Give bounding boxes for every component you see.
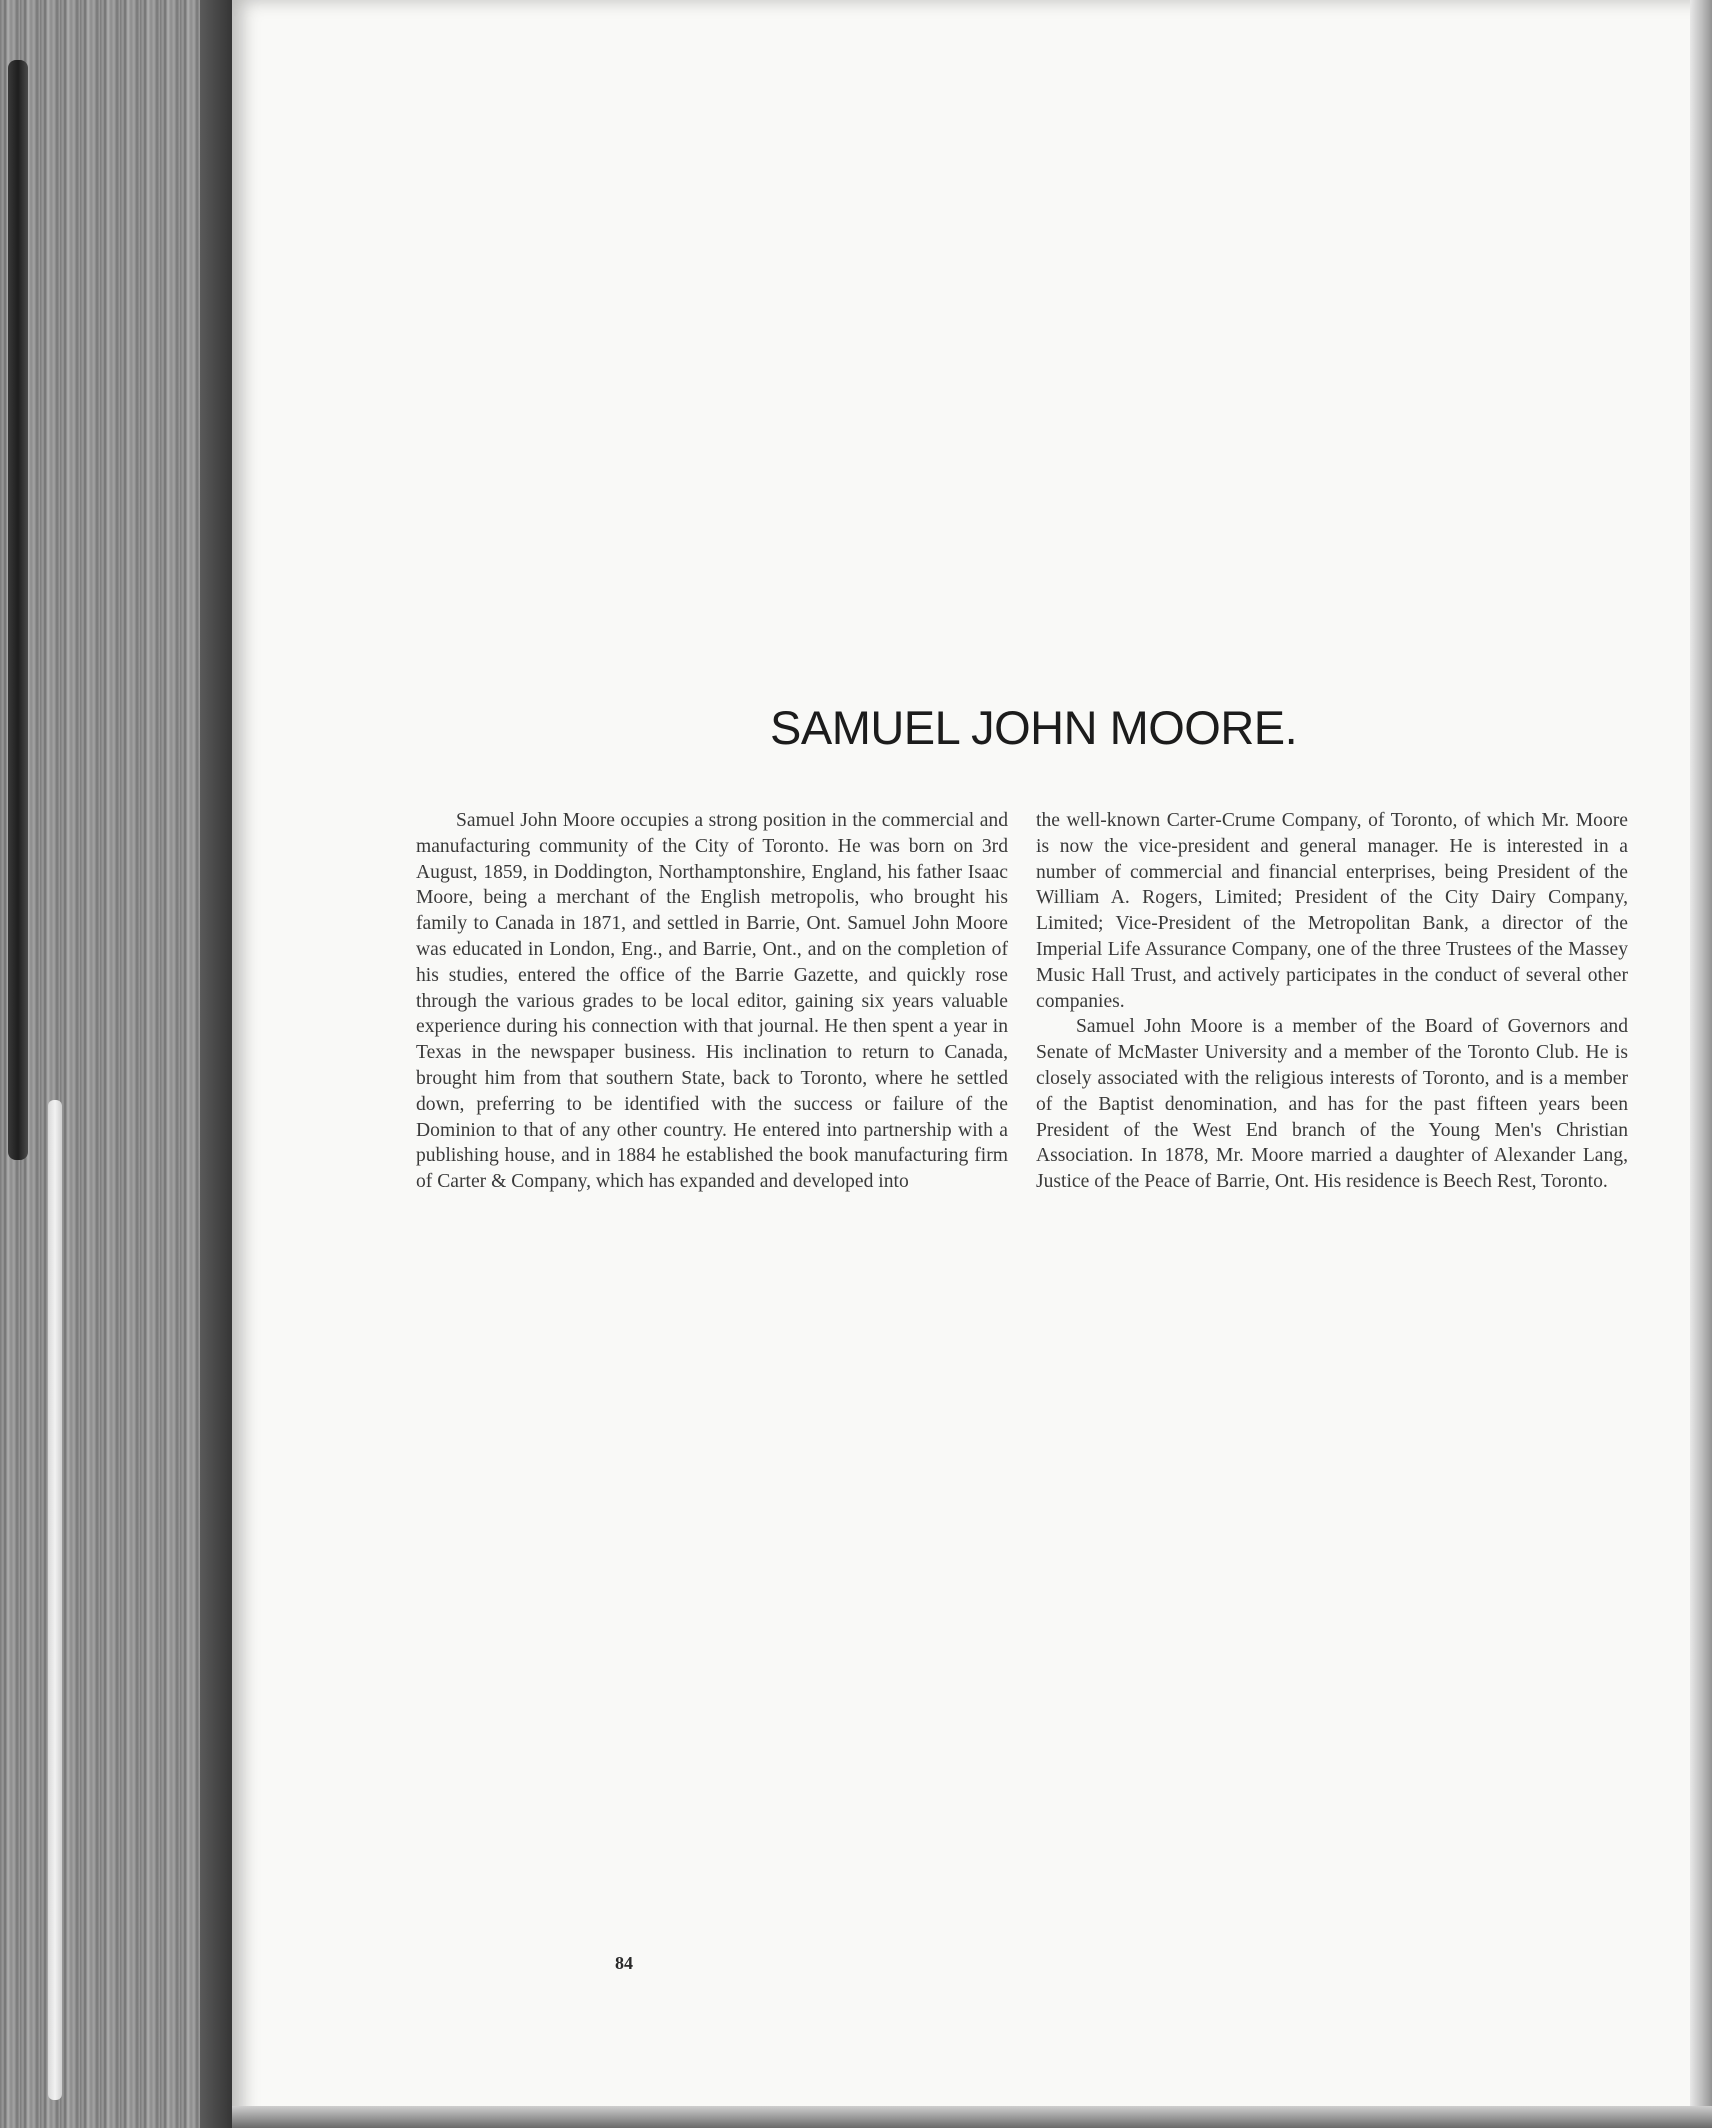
text-column-left (416, 808, 1008, 1195)
binding-light-strip (48, 1100, 62, 2100)
page-title: SAMUEL JOHN MOORE. (770, 701, 1298, 754)
biography-paragraph-continued: the well-known Carter-Crume Company, of Toronto, of which Mr. Moore is now the vice-president and general manager. He is interested in a number of commercial and financial enterprises, being President of the William A. Rogers, Limited; President of the City Dairy Company, Limited; Vice-President of the Metropolitan Bank, a director of the Imperial Life Assurance Company, one of the three Trustees of the Massey Music Hall Trust, and actively participates in the conduct of several other companies. (1036, 810, 1628, 1012)
page-number: 84 (615, 1953, 633, 1973)
biography-paragraph: Samuel John Moore is a member of the Board of Governors and Senate of McMaster University and a member of the Toronto Club. He is closely associated with the religious interests of Toronto, and is a member of the Baptist denomination, and has for the past fifteen years been President of the West End branch of the Young Men's Christian Association. In 1878, Mr. Moore married a daughter of Alexander Lang, Justice of the Peace of Barrie, Ont. His residence is Beech Rest, Toronto. (1036, 1016, 1628, 1193)
page-bottom-edge (232, 2106, 1712, 2128)
page-right-edge (1690, 0, 1712, 2128)
book-page (232, 0, 1712, 2128)
book-binding-edge (0, 0, 235, 2128)
binding-dark-strip (8, 60, 28, 1160)
biography-paragraph: Samuel John Moore occupies a strong position in the commercial and manufacturing community of the City of Toronto. He was born on 3rd August, 1859, in Doddington, Northamptonshire, England, his father Isaac Moore, being a merchant of the English metropolis, who brought his family to Canada in 1871, and settled in Barrie, Ont. Samuel John Moore was educated in London, Eng., and Barrie, Ont., and on the completion of his studies, entered the office of the Barrie Gazette, and quickly rose through the various grades to be local editor, gaining six years valuable experience during his connection with that journal. He then spent a year in Texas in the newspaper business. His inclination to return to Canada, brought him from that southern State, back to Toronto, where he settled down, preferring to be identified with the success or failure of the Dominion to that of any other country. He entered into partnership with a publishing house, and in 1884 he established the book manufacturing firm of Carter & Company, which has expanded and developed into (416, 810, 1008, 1193)
text-column-right (1036, 808, 1628, 1195)
